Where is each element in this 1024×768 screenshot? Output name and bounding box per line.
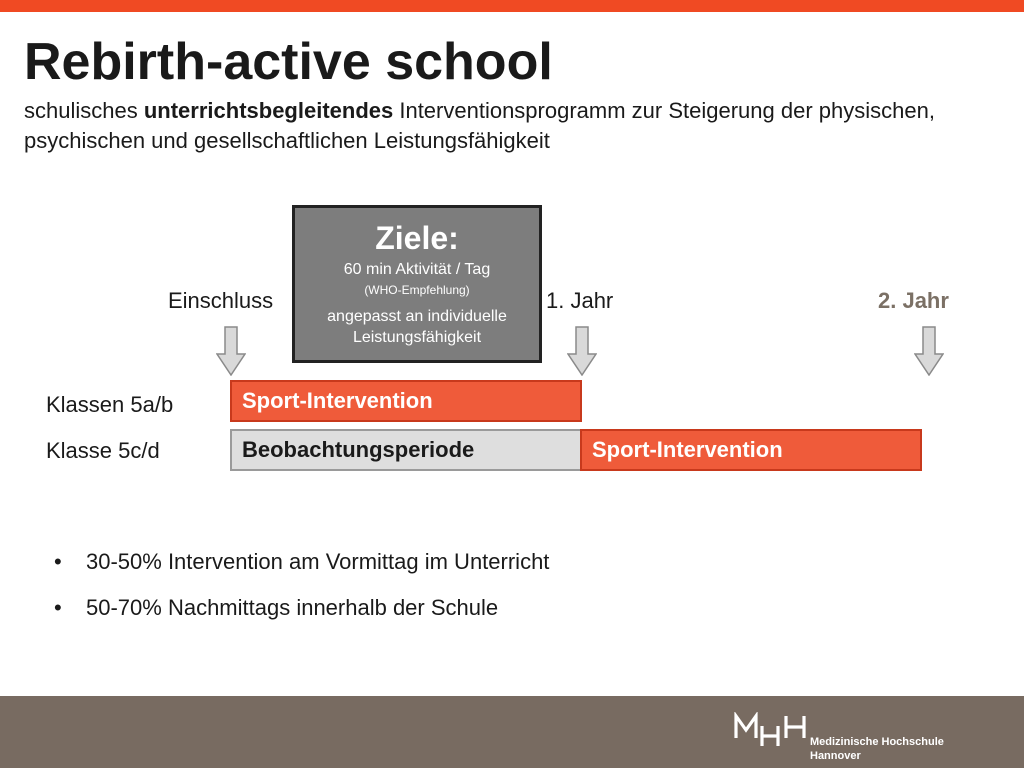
group-label-5cd: Klasse 5c/d <box>46 438 160 463</box>
goals-box <box>292 205 542 363</box>
goals-title: Ziele: <box>375 220 459 256</box>
institution-name <box>810 735 944 763</box>
subtitle-emphasis: unterrichtsbegleitendes <box>143 98 394 123</box>
down-arrow-icon <box>914 326 944 376</box>
subtitle-prefix: schulisches <box>24 98 144 123</box>
institution-line-1: Medizinische Hochschule <box>810 736 944 748</box>
list-item <box>54 546 549 578</box>
milestone-year-2: 2. Jahr <box>878 288 949 313</box>
down-arrow-icon <box>216 326 246 376</box>
goals-activity: 60 min Aktivität / Tag <box>343 261 491 278</box>
goals-who-note: (WHO-Empfehlung) <box>364 283 470 297</box>
bullet-dot: • <box>54 595 62 620</box>
bullet-list <box>54 546 549 638</box>
group-label-5ab: Klassen 5a/b <box>46 392 174 417</box>
top-accent-bar <box>0 0 1024 12</box>
bar-sport-intervention-5ab: Sport-Intervention <box>230 380 582 422</box>
milestone-year-1: 1. Jahr <box>546 288 614 313</box>
goals-adapted: angepasst an individuelle Leistungsfähigkeit <box>327 308 507 346</box>
milestone-einschluss: Einschluss <box>168 288 274 313</box>
slide-title: Rebirth-active school <box>24 33 553 91</box>
list-item <box>54 592 549 624</box>
bullet-text: 50-70% Nachmittags innerhalb der Schule <box>86 595 499 620</box>
mhh-logo-icon <box>734 712 808 748</box>
bullet-dot: • <box>54 549 62 574</box>
bullet-text: 30-50% Intervention am Vormittag im Unterricht <box>86 549 550 574</box>
bar-observation-period: Beobachtungsperiode <box>230 429 582 471</box>
bar-sport-intervention-5cd: Sport-Intervention <box>580 429 922 471</box>
subtitle-suffix: Interventionsprogramm zur Steigerung der physischen, psychischen und gesellschaftlichen Leistungsfähigkeit <box>24 98 935 153</box>
slide-subtitle <box>24 96 984 156</box>
down-arrow-icon <box>567 326 597 376</box>
institution-line-2: Hannover <box>810 750 861 762</box>
